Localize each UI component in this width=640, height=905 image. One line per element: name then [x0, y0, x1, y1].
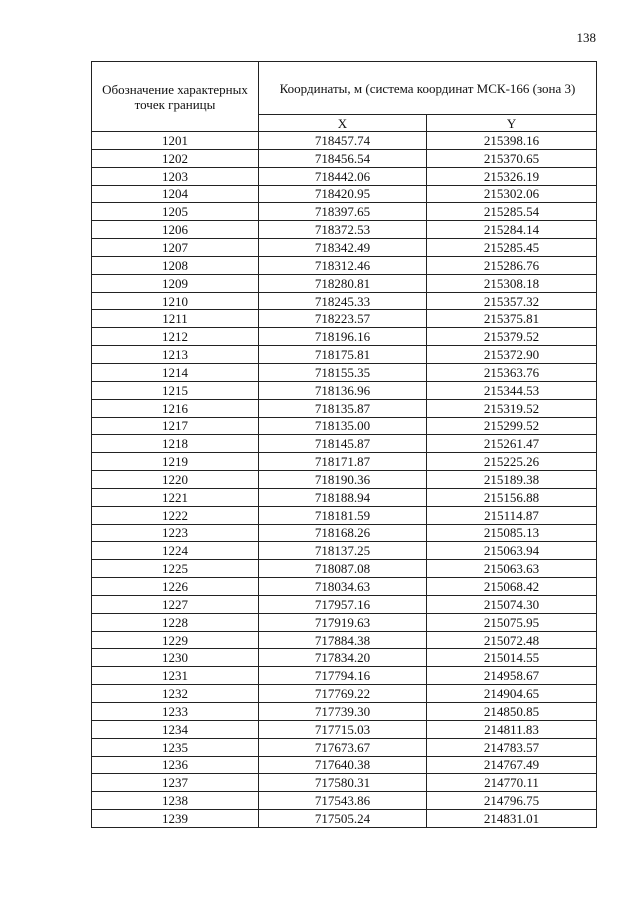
table-row [92, 221, 597, 239]
table-row [92, 149, 597, 167]
y-coordinate-cell: 214958.67 [427, 667, 597, 685]
y-coordinate-cell: 215114.87 [427, 506, 597, 524]
x-coordinate-cell: 717919.63 [259, 613, 427, 631]
x-coordinate-cell: 718312.46 [259, 256, 427, 274]
point-id-cell: 1234 [92, 720, 259, 738]
table-row [92, 792, 597, 810]
y-coordinate-cell: 215344.53 [427, 381, 597, 399]
x-coordinate-cell: 717769.22 [259, 685, 427, 703]
y-coordinate-cell: 215308.18 [427, 274, 597, 292]
point-id-cell: 1209 [92, 274, 259, 292]
table-row [92, 346, 597, 364]
point-id-cell: 1222 [92, 506, 259, 524]
x-coordinate-cell: 718135.00 [259, 417, 427, 435]
table-row [92, 542, 597, 560]
point-id-cell: 1219 [92, 453, 259, 471]
x-coordinate-cell: 718280.81 [259, 274, 427, 292]
x-coordinate-cell: 718181.59 [259, 506, 427, 524]
y-coordinate-cell: 215063.94 [427, 542, 597, 560]
point-id-cell: 1238 [92, 792, 259, 810]
point-id-cell: 1235 [92, 738, 259, 756]
table-row [92, 328, 597, 346]
table-row [92, 185, 597, 203]
point-id-cell: 1215 [92, 381, 259, 399]
y-coordinate-cell: 215286.76 [427, 256, 597, 274]
x-coordinate-cell: 718135.87 [259, 399, 427, 417]
x-coordinate-cell: 717834.20 [259, 649, 427, 667]
y-coordinate-cell: 215370.65 [427, 149, 597, 167]
point-id-cell: 1206 [92, 221, 259, 239]
point-id-cell: 1204 [92, 185, 259, 203]
table-row [92, 399, 597, 417]
y-coordinate-cell: 215189.38 [427, 471, 597, 489]
point-id-cell: 1208 [92, 256, 259, 274]
y-coordinate-cell: 214796.75 [427, 792, 597, 810]
y-coordinate-cell: 215075.95 [427, 613, 597, 631]
point-id-cell: 1221 [92, 488, 259, 506]
y-coordinate-cell: 215014.55 [427, 649, 597, 667]
table-row [92, 292, 597, 310]
y-coordinate-cell: 215261.47 [427, 435, 597, 453]
y-coordinate-cell: 215068.42 [427, 578, 597, 596]
table-row [92, 132, 597, 150]
x-coordinate-cell: 717957.16 [259, 595, 427, 613]
table-row [92, 239, 597, 257]
table-row [92, 756, 597, 774]
x-coordinate-cell: 717715.03 [259, 720, 427, 738]
point-id-cell: 1201 [92, 132, 259, 150]
header-points-label: Обозначение характерных точек границы [92, 62, 259, 132]
point-id-cell: 1231 [92, 667, 259, 685]
y-coordinate-cell: 215319.52 [427, 399, 597, 417]
page-number: 138 [576, 30, 596, 45]
y-coordinate-cell: 215072.48 [427, 631, 597, 649]
point-id-cell: 1207 [92, 239, 259, 257]
table-row [92, 417, 597, 435]
point-id-cell: 1223 [92, 524, 259, 542]
y-coordinate-cell: 214850.85 [427, 703, 597, 721]
table-row [92, 524, 597, 542]
x-coordinate-cell: 718188.94 [259, 488, 427, 506]
point-id-cell: 1205 [92, 203, 259, 221]
y-coordinate-cell: 214904.65 [427, 685, 597, 703]
x-coordinate-cell: 717505.24 [259, 810, 427, 828]
table-row [92, 774, 597, 792]
y-coordinate-cell: 215372.90 [427, 346, 597, 364]
table-row [92, 631, 597, 649]
table-row [92, 471, 597, 489]
table-row [92, 381, 597, 399]
x-coordinate-cell: 718190.36 [259, 471, 427, 489]
x-coordinate-cell: 718155.35 [259, 363, 427, 381]
table-row [92, 738, 597, 756]
table-row [92, 435, 597, 453]
point-id-cell: 1230 [92, 649, 259, 667]
x-coordinate-cell: 718168.26 [259, 524, 427, 542]
x-coordinate-cell: 718145.87 [259, 435, 427, 453]
y-coordinate-cell: 215379.52 [427, 328, 597, 346]
y-coordinate-cell: 215285.54 [427, 203, 597, 221]
y-coordinate-cell: 215326.19 [427, 167, 597, 185]
x-coordinate-cell: 718223.57 [259, 310, 427, 328]
x-coordinate-cell: 717543.86 [259, 792, 427, 810]
table-row [92, 595, 597, 613]
table-row [92, 167, 597, 185]
x-coordinate-cell: 717884.38 [259, 631, 427, 649]
table-row [92, 649, 597, 667]
table-row [92, 256, 597, 274]
point-id-cell: 1202 [92, 149, 259, 167]
point-id-cell: 1211 [92, 310, 259, 328]
point-id-cell: 1232 [92, 685, 259, 703]
x-coordinate-cell: 718196.16 [259, 328, 427, 346]
x-coordinate-cell: 717580.31 [259, 774, 427, 792]
x-coordinate-cell: 718442.06 [259, 167, 427, 185]
y-coordinate-cell: 215085.13 [427, 524, 597, 542]
point-id-cell: 1228 [92, 613, 259, 631]
y-coordinate-cell: 215074.30 [427, 595, 597, 613]
x-coordinate-cell: 717673.67 [259, 738, 427, 756]
y-coordinate-cell: 214811.83 [427, 720, 597, 738]
point-id-cell: 1229 [92, 631, 259, 649]
x-coordinate-cell: 717640.38 [259, 756, 427, 774]
x-coordinate-cell: 718372.53 [259, 221, 427, 239]
y-coordinate-cell: 214783.57 [427, 738, 597, 756]
coordinates-table [91, 61, 597, 828]
y-coordinate-cell: 215285.45 [427, 239, 597, 257]
table-row [92, 703, 597, 721]
point-id-cell: 1216 [92, 399, 259, 417]
point-id-cell: 1218 [92, 435, 259, 453]
y-coordinate-cell: 215357.32 [427, 292, 597, 310]
point-id-cell: 1239 [92, 810, 259, 828]
table-row [92, 310, 597, 328]
x-coordinate-cell: 718456.54 [259, 149, 427, 167]
point-id-cell: 1224 [92, 542, 259, 560]
table-row [92, 453, 597, 471]
x-coordinate-cell: 718245.33 [259, 292, 427, 310]
header-coords-label: Координаты, м (система координат МСК-166 (зона 3) [259, 62, 597, 115]
table-row [92, 810, 597, 828]
table-row [92, 363, 597, 381]
point-id-cell: 1210 [92, 292, 259, 310]
y-coordinate-cell: 215302.06 [427, 185, 597, 203]
point-id-cell: 1212 [92, 328, 259, 346]
header-x: X [259, 115, 427, 132]
y-coordinate-cell: 215063.63 [427, 560, 597, 578]
x-coordinate-cell: 718136.96 [259, 381, 427, 399]
point-id-cell: 1203 [92, 167, 259, 185]
table-row [92, 667, 597, 685]
point-id-cell: 1214 [92, 363, 259, 381]
point-id-cell: 1220 [92, 471, 259, 489]
table-row [92, 488, 597, 506]
point-id-cell: 1236 [92, 756, 259, 774]
point-id-cell: 1237 [92, 774, 259, 792]
y-coordinate-cell: 215375.81 [427, 310, 597, 328]
x-coordinate-cell: 718034.63 [259, 578, 427, 596]
x-coordinate-cell: 718342.49 [259, 239, 427, 257]
x-coordinate-cell: 717739.30 [259, 703, 427, 721]
x-coordinate-cell: 718171.87 [259, 453, 427, 471]
table-row [92, 578, 597, 596]
table-row [92, 274, 597, 292]
point-id-cell: 1226 [92, 578, 259, 596]
y-coordinate-cell: 215156.88 [427, 488, 597, 506]
table-row [92, 685, 597, 703]
y-coordinate-cell: 215225.26 [427, 453, 597, 471]
header-y: Y [427, 115, 597, 132]
y-coordinate-cell: 215398.16 [427, 132, 597, 150]
point-id-cell: 1213 [92, 346, 259, 364]
point-id-cell: 1233 [92, 703, 259, 721]
x-coordinate-cell: 718175.81 [259, 346, 427, 364]
table-row [92, 506, 597, 524]
y-coordinate-cell: 215363.76 [427, 363, 597, 381]
x-coordinate-cell: 718457.74 [259, 132, 427, 150]
y-coordinate-cell: 214770.11 [427, 774, 597, 792]
table-row [92, 203, 597, 221]
table-header [92, 62, 597, 132]
y-coordinate-cell: 215299.52 [427, 417, 597, 435]
x-coordinate-cell: 718397.65 [259, 203, 427, 221]
x-coordinate-cell: 718137.25 [259, 542, 427, 560]
table-body [92, 132, 597, 828]
x-coordinate-cell: 717794.16 [259, 667, 427, 685]
x-coordinate-cell: 718087.08 [259, 560, 427, 578]
point-id-cell: 1225 [92, 560, 259, 578]
y-coordinate-cell: 214767.49 [427, 756, 597, 774]
y-coordinate-cell: 215284.14 [427, 221, 597, 239]
point-id-cell: 1227 [92, 595, 259, 613]
point-id-cell: 1217 [92, 417, 259, 435]
table-row [92, 720, 597, 738]
table-row [92, 560, 597, 578]
y-coordinate-cell: 214831.01 [427, 810, 597, 828]
table-row [92, 613, 597, 631]
x-coordinate-cell: 718420.95 [259, 185, 427, 203]
